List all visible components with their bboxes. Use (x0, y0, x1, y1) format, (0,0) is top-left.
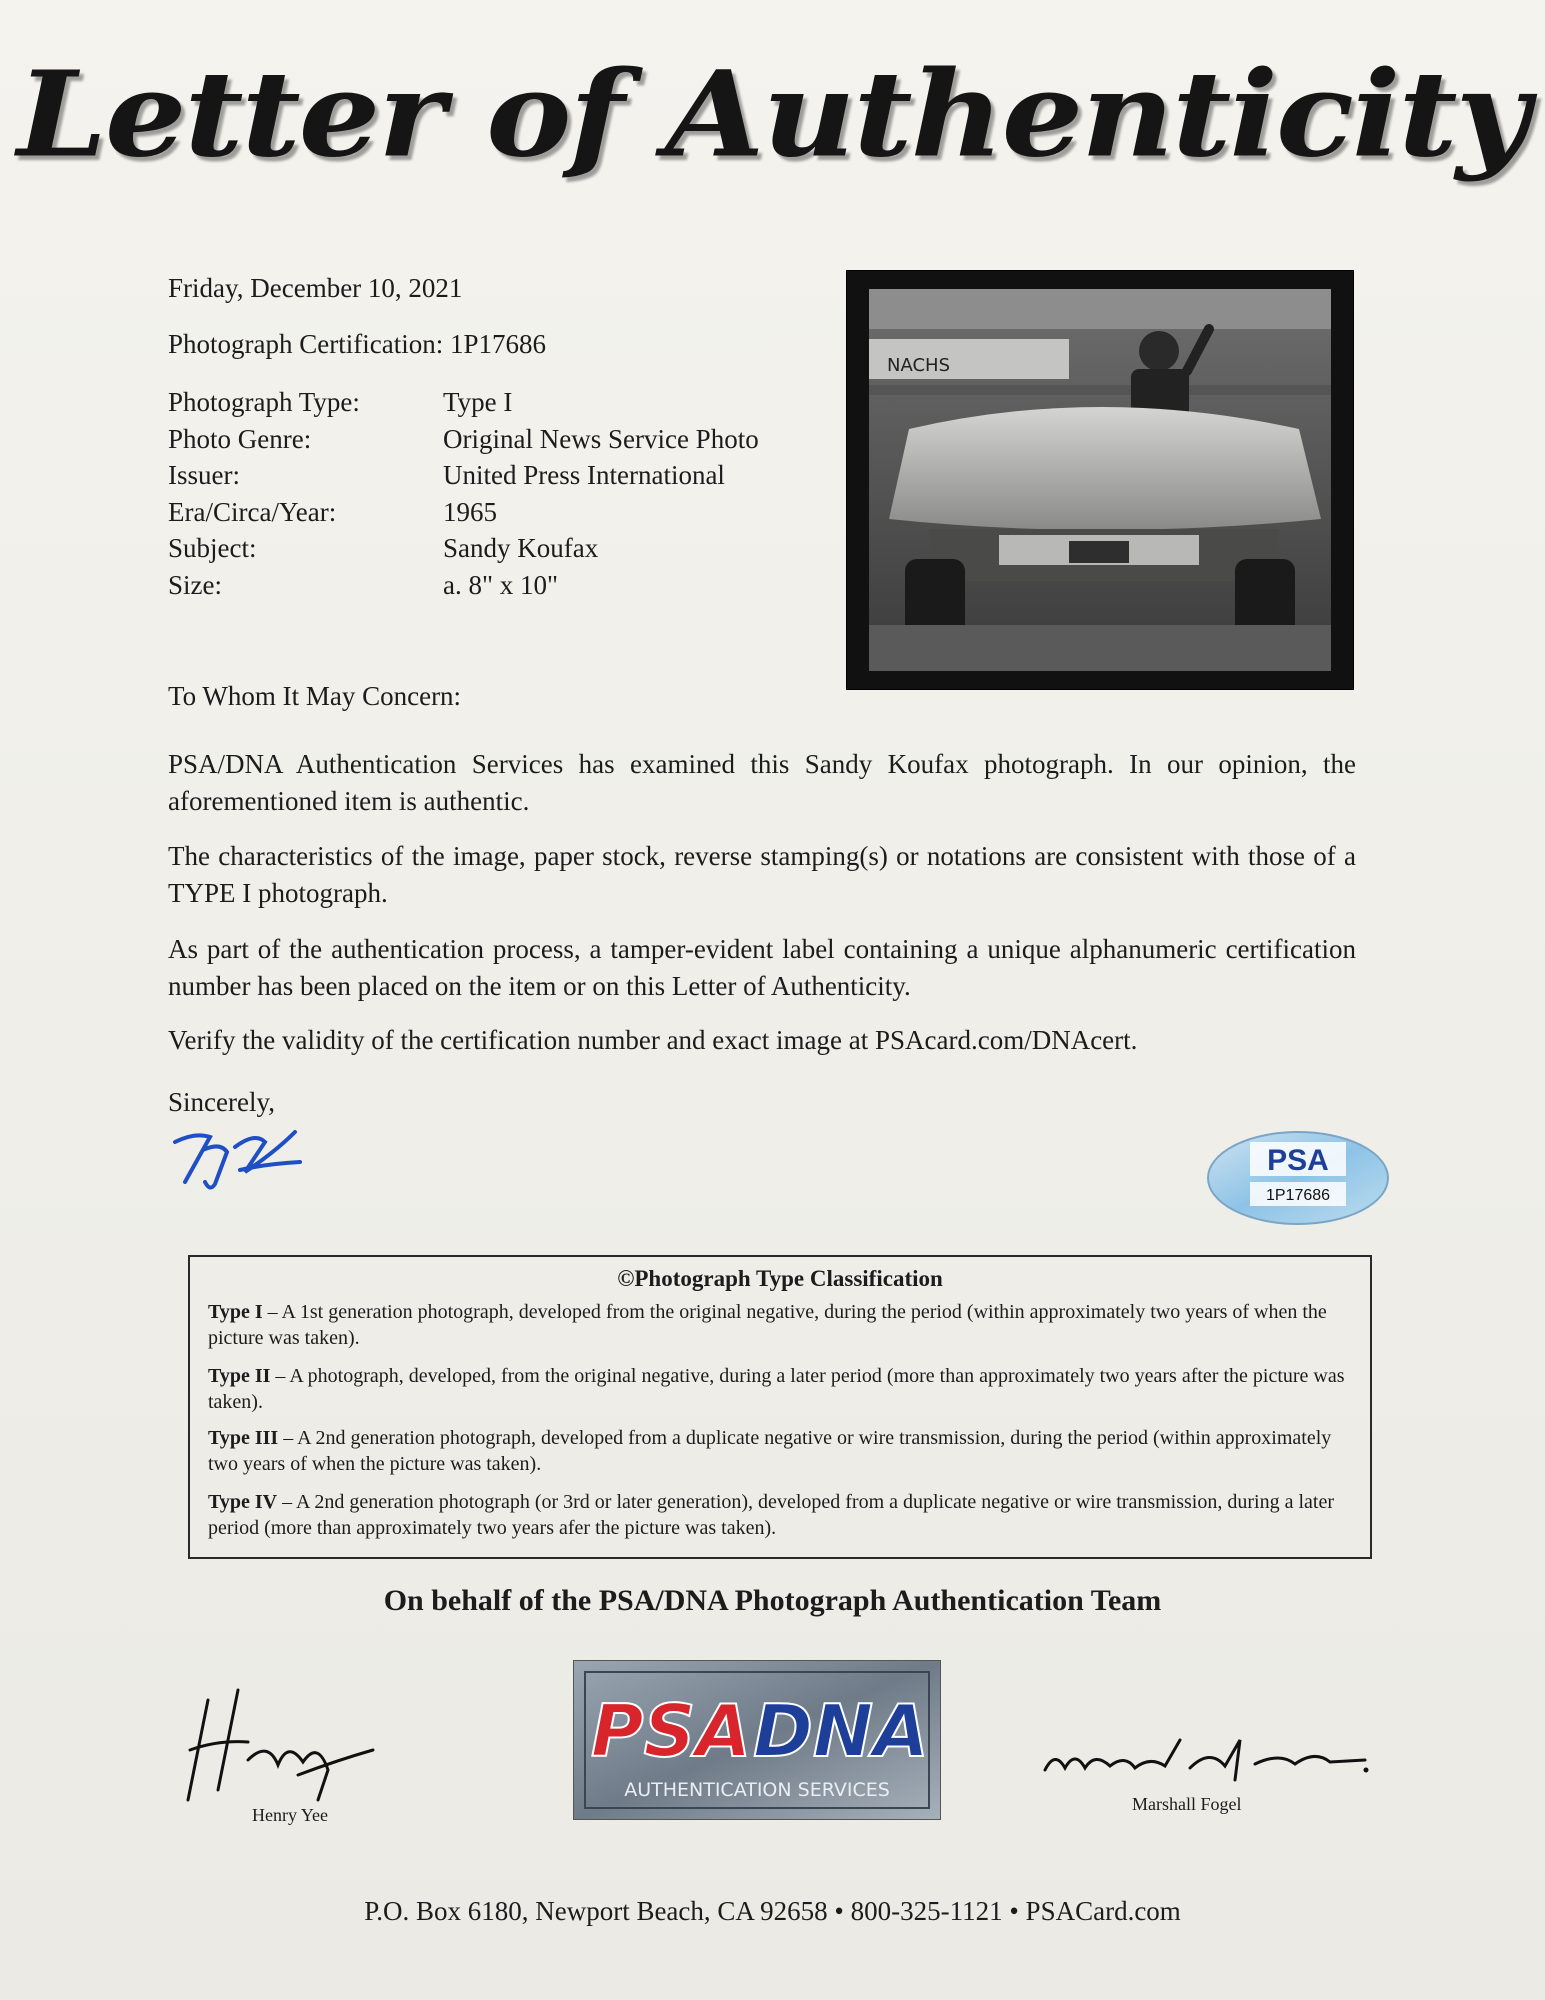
detail-row (168, 384, 759, 421)
detail-row (168, 457, 759, 494)
body-paragraph: Verify the validity of the certification number and exact image at PSAcard.com/DNAcert. (168, 1025, 1138, 1055)
detail-label: Size: (168, 569, 222, 600)
classification-title: ©Photograph Type Classification (617, 1266, 943, 1291)
logo-psa: PSA (590, 1689, 752, 1773)
detail-row (168, 494, 759, 531)
hologram-brand: PSA (1267, 1144, 1329, 1177)
detail-value: Sandy Koufax (443, 533, 599, 563)
signatory-name-right: Marshall Fogel (1132, 1794, 1242, 1814)
detail-value: United Press International (443, 460, 725, 490)
detail-label: Era/Circa/Year: (168, 496, 337, 527)
detail-row (168, 421, 759, 458)
type-description: – A 2nd generation photograph, developed from a duplicate negative or wire transmission, during the period (within approximately two years of when the picture was taken). (208, 1427, 1332, 1475)
contact-footer: P.O. Box 6180, Newport Beach, CA 92658 • 800-325-1121 • PSACard.com (364, 1896, 1181, 1926)
letter-title: Letter of Authenticity (17, 46, 1528, 184)
type-definition (208, 1363, 1358, 1415)
signatory-name-left: Henry Yee (252, 1805, 328, 1825)
certification-number: Photograph Certification: 1P17686 (168, 329, 546, 359)
detail-row (168, 530, 759, 567)
detail-value: Type I (443, 387, 513, 417)
photo-details (168, 384, 759, 603)
type-name: Type III (208, 1427, 279, 1449)
detail-label: Photograph Type: (168, 387, 360, 417)
body-paragraph: The characteristics of the image, paper stock, reverse stamping(s) or notations are consistent with those of a TYPE I photograph. (168, 841, 1356, 908)
type-definition (208, 1489, 1358, 1541)
detail-label: Subject: (168, 533, 257, 563)
type-name: Type I (208, 1301, 263, 1323)
photo-image (869, 289, 1331, 671)
hologram-number: 1P17686 (1265, 1187, 1331, 1204)
detail-label: Photo Genre: (168, 423, 312, 454)
closing: Sincerely, (168, 1087, 275, 1117)
type-name: Type II (208, 1365, 271, 1387)
salutation: To Whom It May Concern: (168, 681, 462, 711)
photo-sign: NACHS (887, 355, 950, 376)
type-name: Type IV (208, 1491, 278, 1513)
type-classification-box (188, 1255, 1372, 1559)
type-definition (208, 1425, 1358, 1477)
body-paragraph: PSA/DNA Authentication Services has examined this Sandy Koufax photograph. In our opinion, the aforementioned item is authentic. (168, 749, 1356, 816)
detail-value: 1965 (443, 496, 497, 527)
type-definition (208, 1299, 1358, 1351)
type-description: – A 2nd generation photograph (or 3rd or later generation), developed from a duplicate negative or wire transmission, during a later period (more than approximately two years afer the picture was taken). (208, 1491, 1334, 1539)
team-heading: On behalf of the PSA/DNA Photograph Authentication Team (383, 1584, 1162, 1617)
signature-henry-yee (178, 1680, 378, 1810)
body-paragraph: As part of the authentication process, a tamper-evident label containing a unique alphanumeric certification number has been placed on the item or on this Letter of Authenticity. (168, 934, 1356, 1001)
subject-photo (846, 270, 1354, 690)
detail-value: a. 8" x 10" (443, 569, 559, 600)
detail-label: Issuer: (168, 460, 240, 490)
detail-row (168, 567, 759, 604)
letter-date: Friday, December 10, 2021 (168, 273, 463, 303)
type-description: – A 1st generation photograph, developed from the original negative, during the period (within approximately two years of when the picture was taken). (208, 1301, 1327, 1349)
logo-tagline: AUTHENTICATION SERVICES (624, 1779, 890, 1801)
signature-main (165, 1112, 305, 1192)
type-description: – A photograph, developed, from the original negative, during a later period (more than approximately two years after the picture was taken). (208, 1365, 1345, 1413)
detail-value: Original News Service Photo (443, 423, 759, 454)
signature-marshall-fogel (1040, 1730, 1370, 1790)
psa-dna-logo (573, 1660, 941, 1820)
psa-hologram-sticker (1205, 1128, 1391, 1228)
logo-dna: DNA (753, 1689, 929, 1773)
